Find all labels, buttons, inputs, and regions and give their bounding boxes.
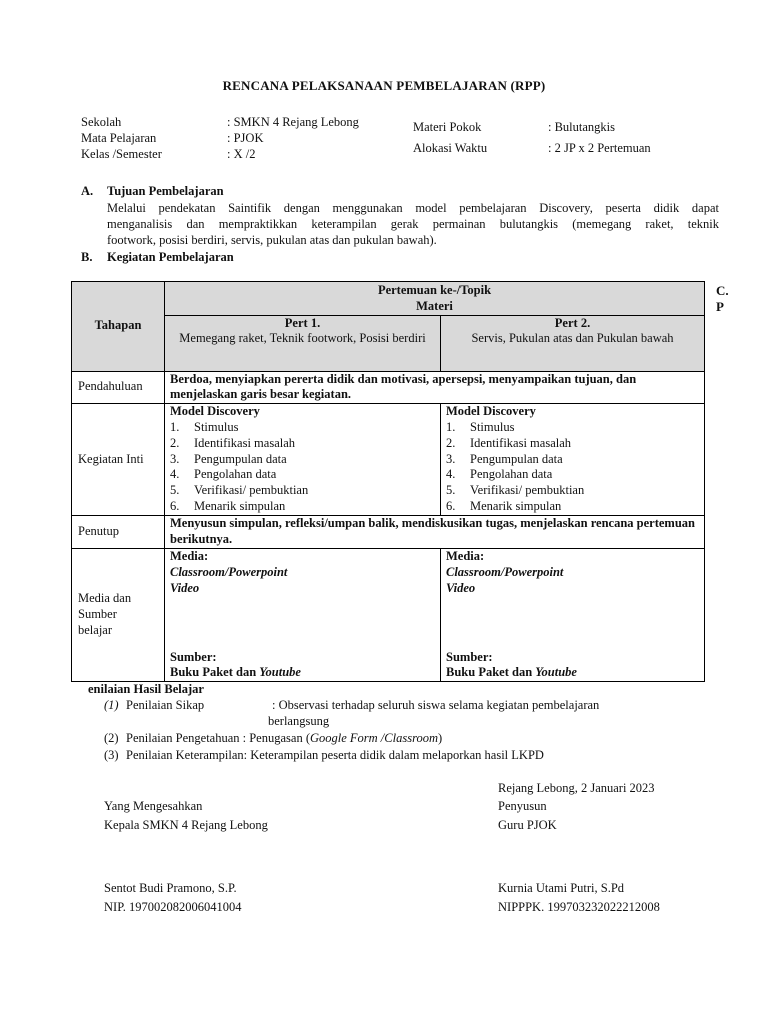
left-signer-id: NIP. 197002082006041004 [104,900,242,914]
step-number: 3. [446,451,456,466]
step-text: Menarik simpulan [194,498,286,513]
pert1-title: Pert 1. [284,315,321,330]
penutup-row [72,516,705,549]
sumber-text-pert1: Buku Paket dan [170,665,257,680]
step-text: Pengolahan data [470,467,553,482]
kegiatan-inti-label: Kegiatan Inti [72,404,165,516]
penutup-text: Menyusun simpulan, refleksi/umpan balik, mendiskusikan tugas, menjelaskan rencana pertemuan berikutnya. [165,516,705,549]
step-text: Identifikasi masalah [470,435,572,450]
list-item [446,483,699,499]
label-sekolah: Sekolah [81,115,122,129]
sumber-text-pert2: Buku Paket dan [446,665,533,680]
tahapan-header [72,282,165,372]
list-item [170,452,435,468]
penilaian-2-italic: Google Form /Classroom [309,731,438,745]
step-number: 2. [446,435,456,450]
sumber-title-pert2: Sumber: [446,649,493,664]
media-title-pert2: Media: [446,549,485,564]
list-item [170,436,435,452]
step-number: 1. [170,419,180,434]
pert2-title: Pert 2. [554,315,591,330]
pertemuan-header-line2: Materi [416,298,453,313]
pert2-header [441,315,705,371]
right-role-1: Penyusun [498,799,547,813]
step-number: 6. [446,498,456,513]
pertemuan-header-line1: Pertemuan ke-/Topik [377,283,492,297]
right-signer-id: NIPPPK. 199703232022212008 [498,900,660,914]
label-materi-pokok: Materi Pokok [413,120,482,134]
list-item [446,436,699,452]
left-signer-name: Sentot Budi Pramono, S.P. [104,881,237,895]
pertemuan-header [165,282,705,316]
step-number: 5. [170,483,180,498]
media-label-line2: Sumber [78,607,117,622]
kegiatan-inti-row [72,404,705,516]
kegiatan-inti-pert1 [165,404,441,516]
document-title: RENCANA PELAKSANAAN PEMBELAJARAN (RPP) [222,78,546,93]
model-title-pert1: Model Discovery [170,404,260,419]
sumber-block-pert1 [170,650,301,682]
step-number: 5. [446,483,456,498]
step-number: 4. [170,467,180,482]
tahapan-header-text: Tahapan [94,318,142,333]
section-b-letter: B. [81,250,93,264]
list-item [170,420,435,436]
penilaian-2-end: ) [438,731,443,745]
sumber-block-pert2 [446,650,577,682]
step-text: Stimulus [194,419,239,434]
sumber-italic-pert2: Youtube [535,665,577,680]
section-b-heading: Kegiatan Pembelajaran [107,250,234,264]
penilaian-1-text-cont: berlangsung [268,714,330,728]
table-subheader-row [72,315,705,371]
penilaian-2-text: Penilaian Pengetahuan : Penugasan ( [126,731,310,745]
model-title-pert2: Model Discovery [446,404,536,419]
steps-list-pert2 [446,420,699,515]
side-letter-p: P [716,299,724,314]
label-kelas-semester: Kelas /Semester [81,147,162,161]
section-a-letter: A. [81,184,94,198]
penilaian-3-number: (3) [104,748,119,762]
pendahuluan-row [72,371,705,404]
kegiatan-table [71,281,705,682]
media-title-pert1: Media: [170,549,209,564]
media-item-1-pert2: Classroom/Powerpoint [446,564,564,579]
penutup-label: Penutup [72,516,165,549]
media-row [72,549,705,682]
label-mata-pelajaran: Mata Pelajaran [81,131,157,145]
right-signer-name: Kurnia Utami Putri, S.Pd [498,881,625,895]
penilaian-2-line [126,731,442,746]
value-mata-pelajaran: : PJOK [227,131,264,145]
media-pert2 [441,549,705,682]
list-item [170,483,435,499]
penilaian-2-number: (2) [104,731,119,745]
penilaian-1-number: (1) [104,698,119,712]
step-text: Verifikasi/ pembuktian [470,483,585,498]
kegiatan-inti-pert2 [441,404,705,516]
table-header-row [72,282,705,316]
section-a-line-1: Melalui pendekatan Saintifik dengan menggunakan model pembelajaran Discovery, peserta didik dapat [107,201,719,215]
left-role-2: Kepala SMKN 4 Rejang Lebong [104,818,268,832]
right-role-2: Guru PJOK [498,818,557,832]
step-text: Pengumpulan data [194,451,287,466]
value-alokasi-waktu: : 2 JP x 2 Pertemuan [548,141,651,155]
step-text: Verifikasi/ pembuktian [194,483,309,498]
media-pert1 [165,549,441,682]
value-materi-pokok: : Bulutangkis [548,120,616,134]
media-item-2-pert2: Video [446,580,476,595]
step-number: 3. [170,451,180,466]
penilaian-3-text: Penilaian Keterampilan: Keterampilan peserta didik dalam melaporkan hasil LKPD [126,748,544,762]
value-sekolah: : SMKN 4 Rejang Lebong [227,115,359,129]
pendahuluan-text: Berdoa, menyiapkan pererta didik dan motivasi, apersepsi, menyampaikan tujuan, dan menjelaskan garis besar kegiatan. [165,371,705,404]
pert1-header [165,315,441,371]
step-number: 6. [170,498,180,513]
media-item-1-pert1: Classroom/Powerpoint [170,564,288,579]
step-text: Pengolahan data [194,467,277,482]
penilaian-1-label: Penilaian Sikap [126,698,205,712]
pert2-topic: Servis, Pukulan atas dan Pukulan bawah [471,331,674,346]
section-a-line-2: menganalisis dan mempraktikkan keterampilan gerak permainan bulutangkis (memegang raket, teknik [107,217,719,231]
list-item [446,467,699,483]
media-item-2-pert1: Video [170,580,200,595]
sumber-italic-pert1: Youtube [259,665,301,680]
media-label-line1: Media dan [78,591,132,606]
pendahuluan-label: Pendahuluan [72,371,165,404]
step-number: 2. [170,435,180,450]
side-letter-c: C. [716,283,729,298]
place-date: Rejang Lebong, 2 Januari 2023 [498,781,655,795]
step-text: Pengumpulan data [470,451,563,466]
step-number: 1. [446,419,456,434]
step-text: Menarik simpulan [470,498,562,513]
section-a-line-3: footwork, posisi berdiri, servis, pukulan atas dan pukulan bawah). [107,233,437,247]
label-alokasi-waktu: Alokasi Waktu [413,141,488,155]
penilaian-heading: enilaian Hasil Belajar [88,682,204,696]
steps-list-pert1 [170,420,435,515]
section-a-heading: Tujuan Pembelajaran [107,184,224,198]
sumber-title-pert1: Sumber: [170,649,217,664]
media-label [72,549,165,682]
media-label-line3: belajar [78,623,113,638]
value-kelas-semester: : X /2 [227,147,256,161]
list-item [170,499,435,515]
step-text: Stimulus [470,419,515,434]
list-item [446,499,699,515]
step-number: 4. [446,467,456,482]
list-item [170,467,435,483]
pert1-topic: Memegang raket, Teknik footwork, Posisi berdiri [179,331,426,346]
list-item [446,452,699,468]
left-role-1: Yang Mengesahkan [104,799,203,813]
step-text: Identifikasi masalah [194,435,296,450]
penilaian-1-text: : Observasi terhadap seluruh siswa selama kegiatan pembelajaran [272,698,600,712]
list-item [446,420,699,436]
